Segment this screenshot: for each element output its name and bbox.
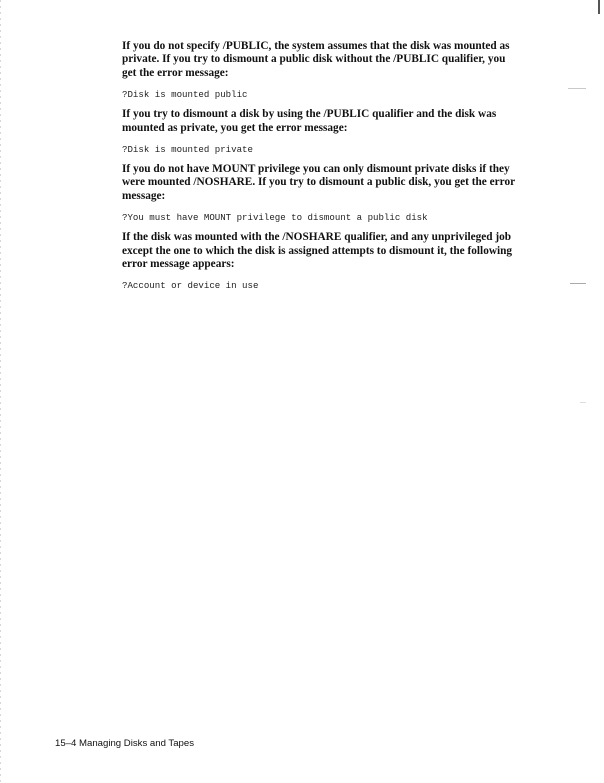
paragraph-public-default: If you do not specify /PUBLIC, the system assumes that the disk was mounted as private. If you try to dismount a public disk without the /PUBLIC qualifier, you get the error message: xyxy=(122,40,510,79)
scan-left-edge xyxy=(0,0,1,783)
scan-mark-right-2 xyxy=(570,283,586,284)
scan-mark-right-1 xyxy=(568,88,586,89)
scan-mark-right-3 xyxy=(580,402,586,403)
scan-mark-top-right xyxy=(598,0,600,14)
error-message-privilege: ?You must have MOUNT privilege to dismount a public disk xyxy=(122,212,428,224)
error-message-private: ?Disk is mounted private xyxy=(122,144,253,156)
paragraph-public-qualifier: If you try to dismount a disk by using the /PUBLIC qualifier and the disk was mounted as private, you get the error message: xyxy=(122,108,497,134)
error-message-public: ?Disk is mounted public xyxy=(122,89,248,101)
error-message-in-use: ?Account or device in use xyxy=(122,280,259,292)
body-content xyxy=(122,40,522,292)
paragraph-mount-privilege: If you do not have MOUNT privilege you can only dismount private disks if they were mounted /NOSHARE. If you try to dismount a public disk, you get the error message: xyxy=(122,163,515,202)
page-footer: 15–4 Managing Disks and Tapes xyxy=(55,738,195,749)
paragraph-noshare: If the disk was mounted with the /NOSHARE qualifier, and any unprivileged job except the one to which the disk is assigned attempts to dismount it, the following error message appears: xyxy=(122,231,513,271)
